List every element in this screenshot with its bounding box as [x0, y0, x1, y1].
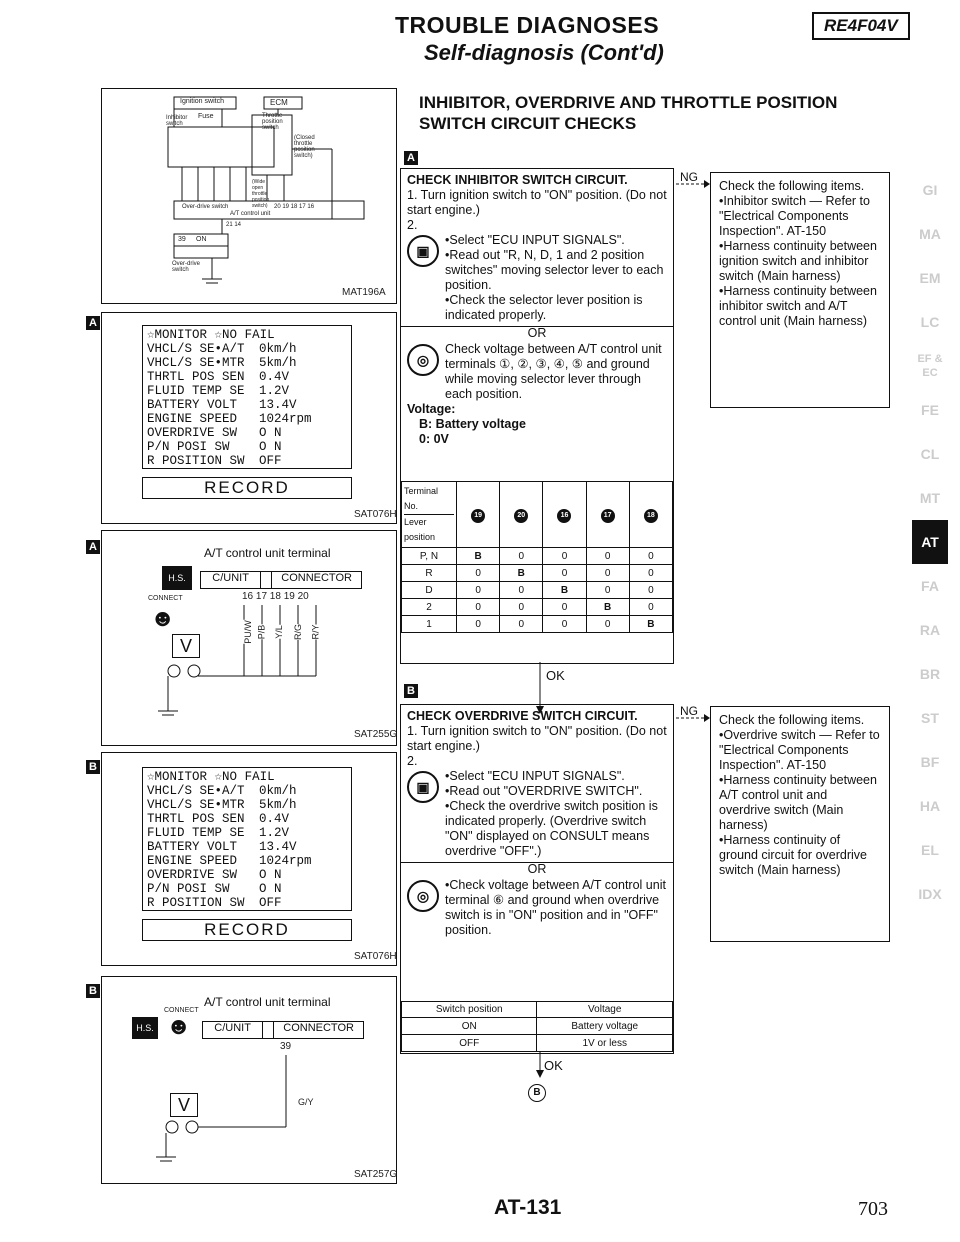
ng-box-b	[710, 706, 890, 942]
monitor-item-label: ENGINE SPEED	[147, 412, 238, 426]
terminal-cell	[500, 482, 543, 548]
table-cell: B	[500, 565, 543, 582]
terminal-number: 20	[514, 509, 528, 523]
label-ecm: ECM	[270, 98, 288, 107]
table-cell: 0	[629, 548, 672, 565]
table-cell: 0	[543, 548, 586, 565]
table-cell: 0	[500, 599, 543, 616]
label-inhibitor-switch: Inhibitor switch	[166, 115, 188, 127]
monitor-row	[147, 412, 347, 426]
ng-items	[719, 194, 881, 329]
table-cell: P, N	[402, 548, 457, 565]
tab-br[interactable]: BR	[919, 666, 941, 682]
table-cell: 0	[457, 599, 500, 616]
table-cell: B	[457, 548, 500, 565]
wire-color-label: R/G	[293, 623, 304, 641]
consult-icon: ▣	[407, 771, 439, 803]
voltage-label: Voltage:	[407, 402, 456, 416]
monitor-item-label: THRTL POS SEN	[147, 812, 245, 826]
monitor-panel-b	[101, 752, 397, 966]
check-b-step2: 2.	[407, 754, 418, 768]
connect-label: CONNECT	[164, 1007, 199, 1014]
fig2-caption: SAT076H	[354, 509, 397, 520]
monitor-screen-a	[142, 325, 352, 469]
monitor-row	[147, 882, 347, 896]
monitor-item-label: ENGINE SPEED	[147, 854, 238, 868]
monitor-item-label: OVERDRIVE SW	[147, 868, 238, 882]
table-row	[402, 582, 673, 599]
monitor-item-value: 5km/h	[259, 356, 297, 370]
monitor-item-label: P/N POSI SW	[147, 440, 230, 454]
wire-color-label: Y/L	[273, 625, 284, 639]
label-off: ON	[196, 236, 207, 243]
monitor-item-value: 1024rpm	[259, 412, 312, 426]
monitor-header: ☆MONITOR ☆NO FAIL	[147, 770, 275, 784]
conn-label: CONNECTOR	[283, 1022, 354, 1034]
unit-label: C/UNIT	[214, 1022, 251, 1034]
lever-header: Lever position	[404, 514, 454, 545]
terminal-title: A/T control unit terminal	[204, 995, 331, 1009]
tab-fa[interactable]: FA	[921, 578, 939, 594]
next-step-marker: B	[528, 1084, 546, 1102]
table-cell: 1V or less	[537, 1035, 673, 1052]
monitor-item-label: VHCL/S SE•MTR	[147, 798, 245, 812]
record-button[interactable]: RECORD	[142, 477, 352, 499]
monitor-item-label: P/N POSI SW	[147, 882, 230, 896]
monitor-item-label: R POSITION SW	[147, 896, 245, 910]
ng-arrow-b	[672, 712, 712, 724]
bullet-item: • Read out "OVERDRIVE SWITCH".	[445, 784, 667, 799]
connect-label: CONNECT	[148, 595, 183, 602]
table-row	[402, 1018, 673, 1035]
wiring-diagram	[102, 89, 396, 303]
terminal-header: Terminal No.	[404, 486, 439, 511]
tab-ma[interactable]: MA	[919, 226, 941, 242]
terminal-panel-a	[101, 530, 397, 746]
table-cell: 0	[629, 582, 672, 599]
table-cell: 0	[586, 548, 629, 565]
or-divider: OR	[401, 326, 673, 340]
monitor-row	[147, 370, 347, 384]
tab-gi[interactable]: GI	[922, 182, 938, 198]
monitor-panel-a	[101, 312, 397, 524]
terminal-title: A/T control unit terminal	[204, 546, 331, 560]
bullet-item: • Select "ECU INPUT SIGNALS".	[445, 769, 667, 784]
terminal-cell	[457, 482, 500, 548]
table-header-row	[402, 482, 673, 548]
table-row	[402, 599, 673, 616]
bullet-item: • Check the selector lever position is indicated properly.	[445, 293, 667, 323]
label-fuse: Fuse	[198, 113, 214, 120]
check-a-step1: 1. Turn ignition switch to "ON" position. (Do not start engine.)	[407, 188, 667, 217]
fig3-caption: SAT255G	[354, 729, 398, 740]
ng-item: • Harness continuity between ignition switch and inhibitor switch (Main harness)	[719, 239, 881, 284]
tab-idx[interactable]: IDX	[918, 886, 942, 902]
table-cell: D	[402, 582, 457, 599]
label-pins-2: 20 19 18 17 16	[274, 204, 315, 210]
monitor-header: ☆MONITOR ☆NO FAIL	[147, 328, 275, 342]
label-on: 39	[178, 236, 186, 243]
monitor-item-value: 13.4V	[259, 398, 297, 412]
monitor-row	[147, 398, 347, 412]
ok-label-b: OK	[544, 1058, 563, 1073]
check-b-step1: 1. Turn ignition switch to "ON" position. (Do not start engine.)	[407, 724, 667, 753]
label-wide-open-throttle: (Wide open throttle position switch)	[252, 179, 270, 209]
ng-item: • Overdrive switch — Refer to "Electrical Components Inspection". AT-150	[719, 728, 881, 773]
monitor-item-value: OFF	[259, 454, 282, 468]
monitor-row	[147, 356, 347, 370]
ng-box-a	[710, 172, 890, 408]
fig5-caption: SAT257G	[354, 1169, 398, 1180]
step-mark-a: A	[86, 540, 100, 554]
monitor-item-label: BATTERY VOLT	[147, 840, 238, 854]
tab-fe[interactable]: FE	[921, 402, 939, 418]
check-a-alt: Check voltage between A/T control unit terminals ①, ②, ③, ④, ⑤ and ground while moving selector lever through each position.	[445, 342, 662, 401]
check-mark-b: B	[404, 684, 418, 698]
monitor-item-value: 5km/h	[259, 798, 297, 812]
bullet-item: • Read out "R, N, D, 1 and 2 position switches" moving selector lever to each position.	[445, 248, 667, 293]
ng-item: • Harness continuity between A/T control unit and overdrive switch (Main harness)	[719, 773, 881, 833]
terminal-number: 18	[644, 509, 658, 523]
monitor-item-value: O N	[259, 440, 282, 454]
monitor-item-label: VHCL/S SE•MTR	[147, 356, 245, 370]
check-mark-a: A	[404, 151, 418, 165]
monitor-item-value: O N	[259, 426, 282, 440]
switch-voltage-table	[401, 1001, 673, 1052]
monitor-item-value: 0.4V	[259, 812, 290, 826]
table-row	[402, 1035, 673, 1052]
page-title: TROUBLE DIAGNOSES	[395, 12, 660, 38]
monitor-row	[147, 868, 347, 882]
table-cell: 0	[543, 599, 586, 616]
monitor-item-label: OVERDRIVE SW	[147, 426, 238, 440]
monitor-item-value: 1024rpm	[259, 854, 312, 868]
page-subtitle: Self-diagnosis (Cont'd)	[424, 40, 664, 65]
table-cell: 0	[500, 616, 543, 633]
multimeter-icon: ◎	[407, 880, 439, 912]
table-cell: 0	[500, 548, 543, 565]
step-mark-b: B	[86, 984, 100, 998]
wiring-diagram-panel	[101, 88, 397, 304]
monitor-item-label: BATTERY VOLT	[147, 398, 238, 412]
monitor-row	[147, 384, 347, 398]
ng-item: • Harness continuity of ground circuit for overdrive switch (Main harness)	[719, 833, 881, 878]
table-cell: Battery voltage	[537, 1018, 673, 1035]
terminal-panel-b	[101, 976, 397, 1184]
step-mark-a: A	[86, 316, 100, 330]
tab-mt[interactable]: MT	[919, 490, 941, 506]
ng-title: Check the following items.	[719, 179, 865, 193]
table-cell: B	[586, 599, 629, 616]
terminal-cell	[629, 482, 672, 548]
label-overdrive-switch: Over-drive switch	[172, 261, 201, 273]
tab-ef-ec[interactable]: EF & EC	[917, 353, 943, 379]
monitor-row	[147, 854, 347, 868]
monitor-row	[147, 440, 347, 454]
table-row	[402, 616, 673, 633]
or-divider: OR	[401, 862, 673, 876]
table-header-row	[402, 1002, 673, 1018]
fig4-caption: SAT076H	[354, 951, 397, 962]
monitor-item-label: VHCL/S SE•A/T	[147, 784, 245, 798]
check-a-step2: 2.	[407, 218, 418, 232]
table-cell: 0	[543, 616, 586, 633]
wire-color-label: PU/W	[242, 620, 253, 644]
table-cell: 0	[500, 582, 543, 599]
terminal-number: 16	[557, 509, 571, 523]
table-row	[402, 548, 673, 565]
terminal-voltage-table	[401, 481, 673, 633]
ng-label-b: NG	[680, 704, 698, 718]
unit-label: C/UNIT	[212, 572, 249, 584]
check-b-box	[400, 704, 674, 1054]
fig1-caption: MAT196A	[342, 287, 386, 298]
step-mark-b: B	[86, 760, 100, 774]
table-cell: B	[629, 616, 672, 633]
label-throttle-switch: Throttle position switch	[262, 113, 283, 131]
tab-em[interactable]: EM	[919, 270, 941, 286]
terminal-number: 19	[471, 509, 485, 523]
monitor-rows	[147, 784, 347, 910]
consult-icon: H.S.	[162, 566, 192, 590]
table-cell: 1	[402, 616, 457, 633]
table-header-cell: Switch position	[402, 1002, 537, 1018]
label-control-unit: A/T control unit	[230, 211, 271, 217]
table-cell: 0	[543, 565, 586, 582]
bullet-item: • Select "ECU INPUT SIGNALS".	[445, 233, 667, 248]
table-cell: OFF	[402, 1035, 537, 1052]
table-cell: R	[402, 565, 457, 582]
tab-st[interactable]: ST	[921, 710, 939, 726]
tab-lc[interactable]: LC	[920, 314, 940, 330]
table-cell: B	[543, 582, 586, 599]
monitor-row	[147, 454, 347, 468]
tab-ha[interactable]: HA	[919, 798, 941, 814]
pin-number: 39	[280, 1041, 292, 1052]
check-b-title: CHECK OVERDRIVE SWITCH CIRCUIT.	[407, 709, 638, 723]
ng-items	[719, 728, 881, 878]
monitor-row	[147, 840, 347, 854]
check-a-box	[400, 168, 674, 664]
monitor-row	[147, 826, 347, 840]
ng-title: Check the following items.	[719, 713, 865, 727]
monitor-item-value: 1.2V	[259, 384, 290, 398]
table-cell: 0	[586, 582, 629, 599]
monitor-item-label: THRTL POS SEN	[147, 370, 245, 384]
monitor-item-label: FLUID TEMP SE	[147, 384, 245, 398]
record-button[interactable]: RECORD	[142, 919, 352, 941]
wire-color-label: P/B	[256, 624, 267, 640]
tab-at[interactable]: AT	[912, 520, 948, 564]
terminal-number: 17	[601, 509, 615, 523]
check-b-bullets	[445, 769, 667, 859]
monitor-item-value: OFF	[259, 896, 282, 910]
model-code-badge: RE4F04V	[812, 12, 910, 40]
monitor-row	[147, 426, 347, 440]
table-cell: 0	[586, 565, 629, 582]
voltmeter-icon: V	[172, 634, 200, 658]
check-a-bullets	[445, 233, 667, 323]
monitor-item-label: R POSITION SW	[147, 454, 245, 468]
tab-bf[interactable]: BF	[920, 754, 940, 770]
terminal-wires-b	[102, 977, 396, 1183]
wire-color-label: R/Y	[310, 624, 321, 640]
conn-label: CONNECTOR	[281, 572, 352, 584]
check-b-alt: • Check voltage between A/T control unit terminal ⑥ and ground when overdrive switch is in "ON" position and in "OFF" position.	[445, 878, 667, 938]
table-cell: ON	[402, 1018, 537, 1035]
ok-label-a: OK	[546, 668, 565, 683]
plug-icon: ☻	[150, 605, 176, 632]
bullet-item: • Check the overdrive switch position is indicated properly. (Overdrive switch "ON" displayed on CONSULT means overdrive "OFF".)	[445, 799, 667, 859]
tab-ra[interactable]: RA	[919, 622, 941, 638]
check-a-title: CHECK INHIBITOR SWITCH CIRCUIT.	[407, 173, 628, 187]
table-cell: 0	[629, 565, 672, 582]
monitor-item-label: VHCL/S SE•A/T	[147, 342, 245, 356]
monitor-item-value: 0km/h	[259, 784, 297, 798]
monitor-item-value: 0.4V	[259, 370, 290, 384]
table-cell: 0	[629, 599, 672, 616]
monitor-item-label: FLUID TEMP SE	[147, 826, 245, 840]
table-cell: 0	[586, 616, 629, 633]
ng-item: • Inhibitor switch — Refer to "Electrical Components Inspection". AT-150	[719, 194, 881, 239]
monitor-row	[147, 798, 347, 812]
monitor-row	[147, 896, 347, 910]
monitor-screen-b	[142, 767, 352, 911]
consult-icon: H.S.	[132, 1017, 158, 1039]
label-ignition-switch: Ignition switch	[180, 98, 224, 105]
ng-item: • Harness continuity between inhibitor switch and A/T control unit (Main harness)	[719, 284, 881, 329]
table-header-cell	[402, 482, 457, 548]
page-number: 703	[858, 1198, 888, 1220]
voltmeter-icon: V	[170, 1093, 198, 1117]
table-cell: 0	[457, 582, 500, 599]
voltage-b: B: Battery voltage	[419, 417, 526, 431]
table-cell: 2	[402, 599, 457, 616]
page-code: AT-131	[494, 1196, 562, 1219]
wire-color-label: G/Y	[298, 1097, 314, 1107]
monitor-row	[147, 342, 347, 356]
table-cell: 0	[457, 616, 500, 633]
pin-numbers: 16 17 18 19 20	[242, 591, 309, 602]
monitor-row	[147, 812, 347, 826]
label-pins-1: Over-drive switch	[182, 204, 229, 210]
monitor-rows	[147, 342, 347, 468]
ng-label-a: NG	[680, 170, 698, 184]
section-tabs	[912, 168, 948, 916]
table-header-cell: Voltage	[537, 1002, 673, 1018]
label-closed-throttle: (Closed throttle position switch)	[294, 135, 315, 159]
plug-icon: ☻	[166, 1013, 192, 1040]
section-heading: INHIBITOR, OVERDRIVE AND THROTTLE POSITION SWITCH CIRCUIT CHECKS	[419, 93, 838, 133]
monitor-row	[147, 784, 347, 798]
label-pin-39: 21 14	[226, 222, 242, 228]
voltage-0: 0: 0V	[419, 432, 449, 446]
multimeter-icon: ◎	[407, 344, 439, 376]
monitor-item-value: 13.4V	[259, 840, 297, 854]
terminal-cell	[586, 482, 629, 548]
table-row	[402, 565, 673, 582]
monitor-item-value: 0km/h	[259, 342, 297, 356]
tab-el[interactable]: EL	[921, 842, 939, 858]
terminal-cell	[543, 482, 586, 548]
tab-cl[interactable]: CL	[920, 446, 940, 462]
consult-icon: ▣	[407, 235, 439, 267]
table-cell: 0	[457, 565, 500, 582]
ng-arrow-a	[672, 178, 712, 190]
monitor-item-value: O N	[259, 882, 282, 896]
monitor-item-value: 1.2V	[259, 826, 290, 840]
monitor-item-value: O N	[259, 868, 282, 882]
